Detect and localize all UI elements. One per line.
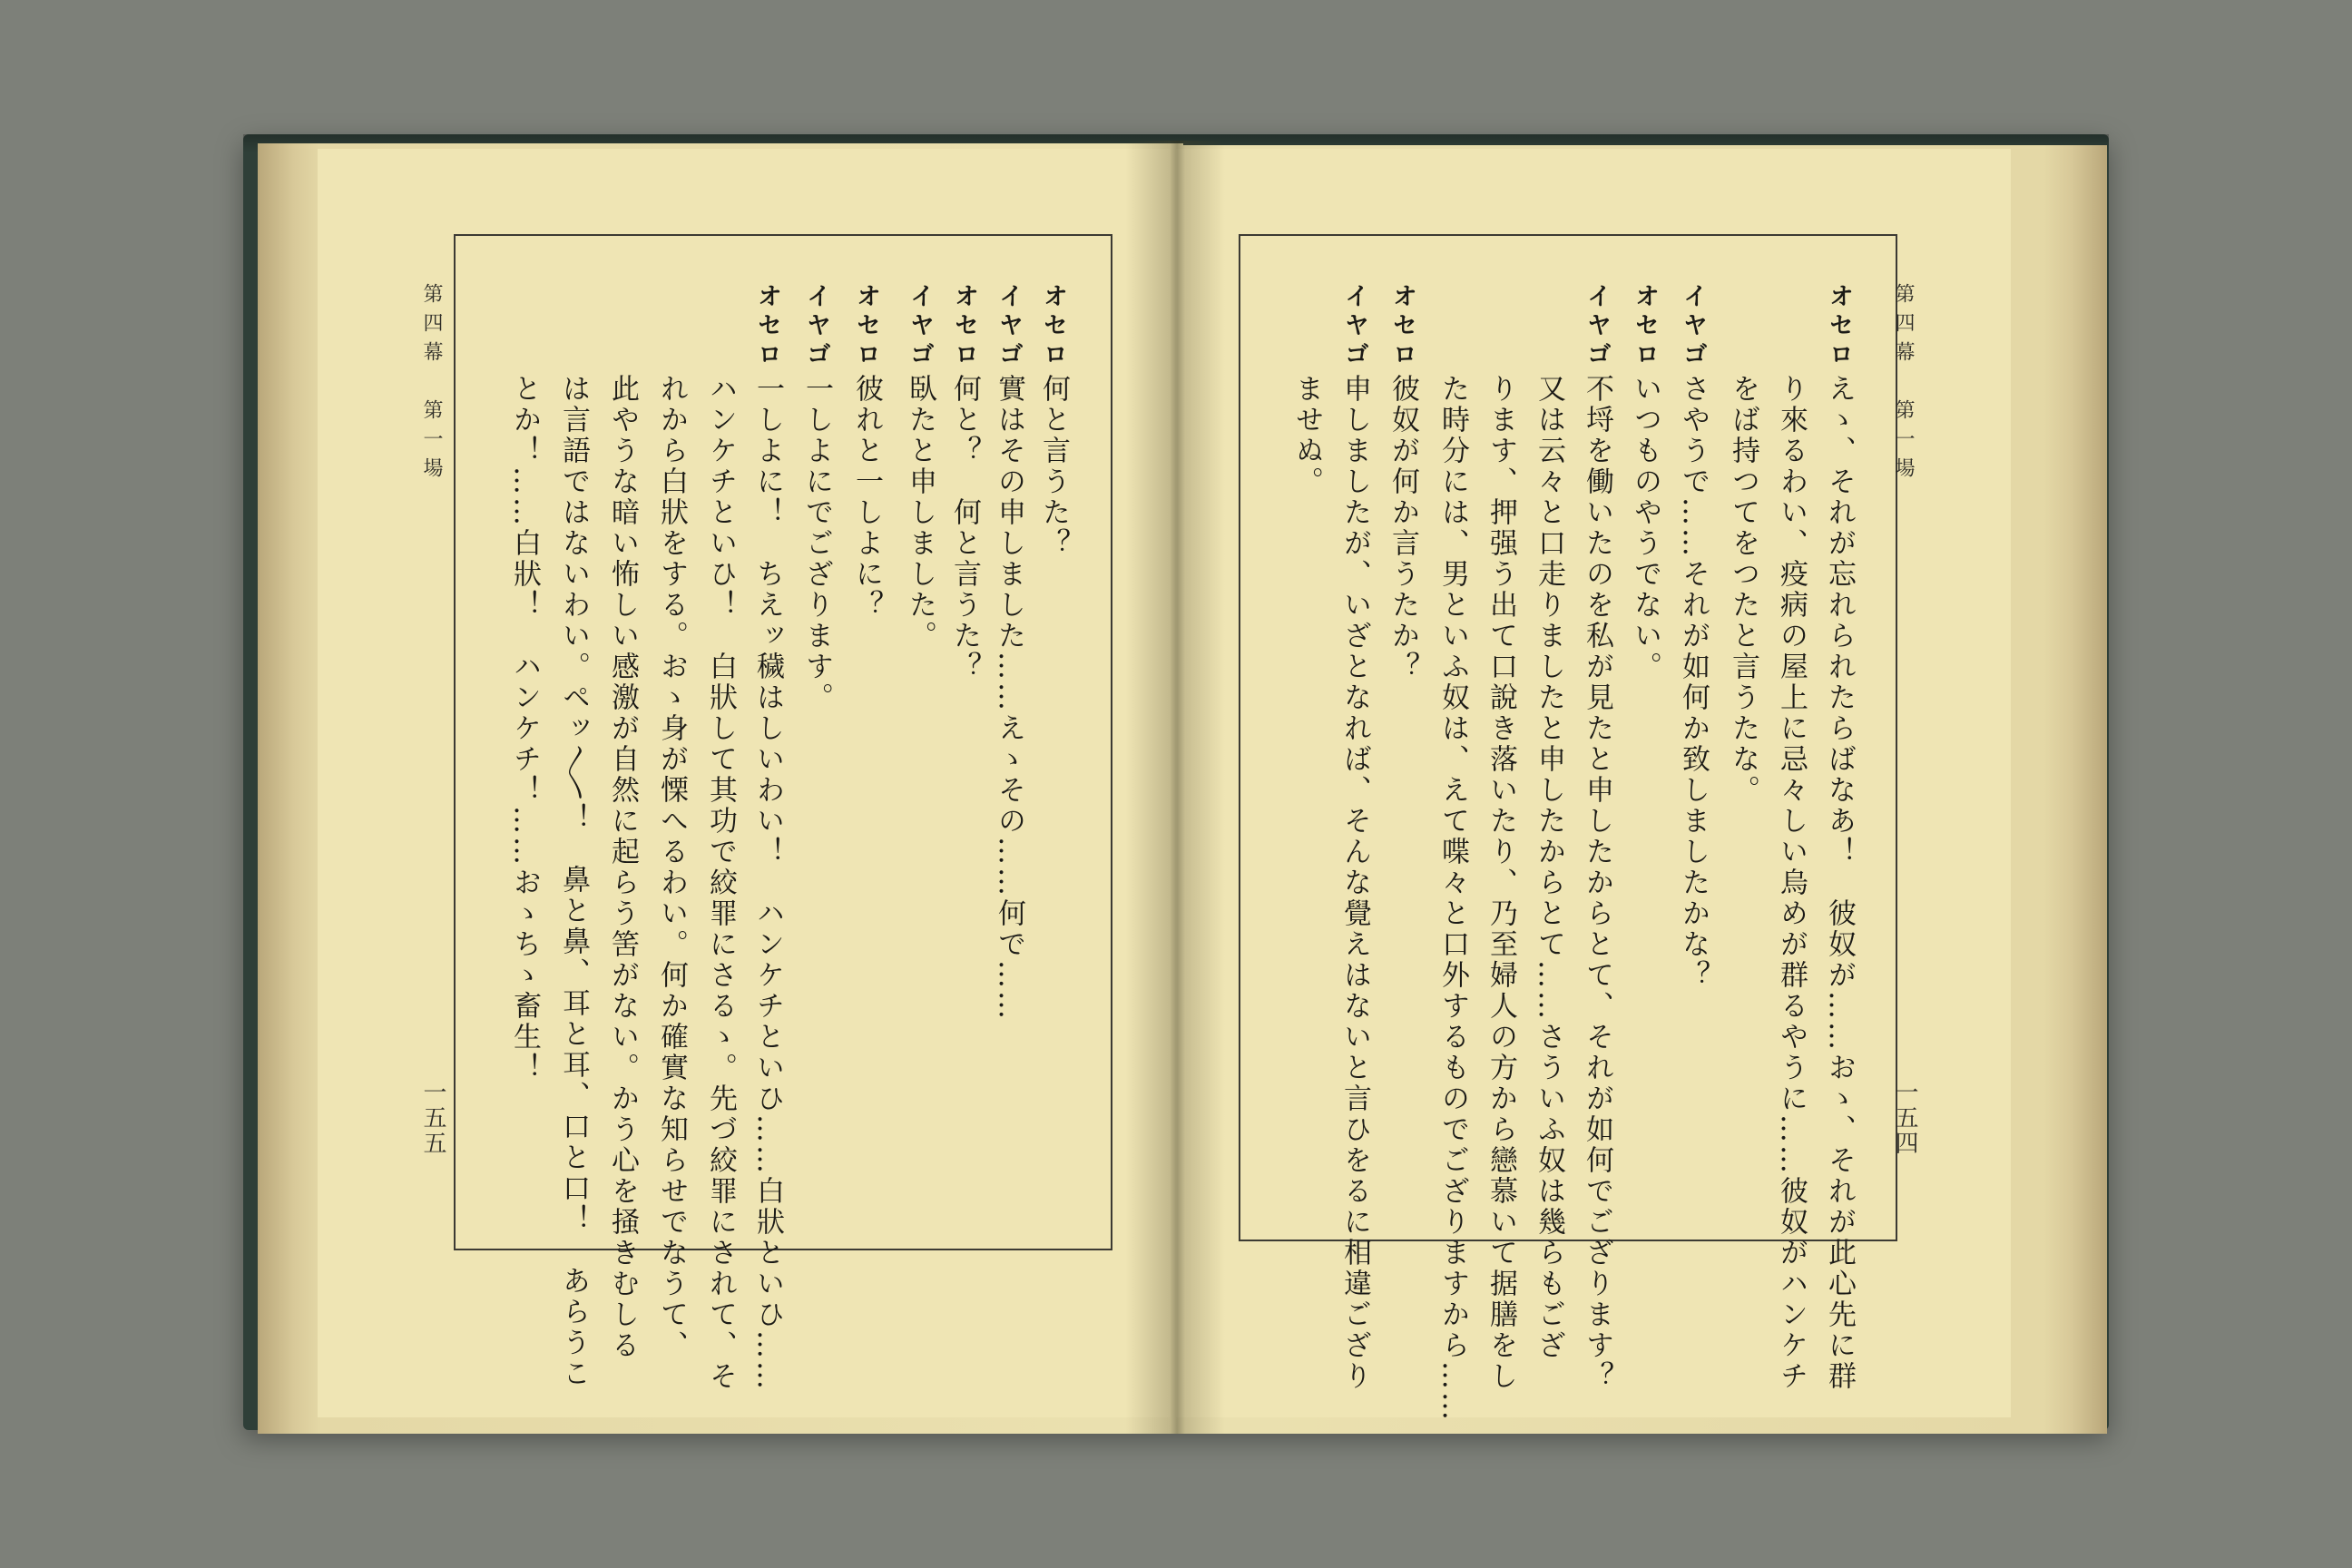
dialogue-line: 彼れと一しよに？	[850, 374, 883, 621]
dialogue-line: れから白狀をする。おゝ身が慄へるわい。何か確實な知らせでなうて、	[655, 374, 688, 1361]
dialogue-line: ませぬ。	[1290, 374, 1323, 497]
dialogue-line: とか！……白狀！ ハンケチ！……おゝちゝ畜生！	[508, 374, 541, 1083]
dialogue-line: は言語ではないわい。ペッ〳〵！ 鼻と鼻、耳と耳、口と口！ あらうこ	[557, 374, 590, 1389]
book-gutter	[1125, 141, 1225, 1434]
dialogue-line: ハンケチといひ！ 白狀して其功で絞罪にさるゝ。先づ絞罪にされて、そ	[704, 374, 737, 1392]
dialogue-line: た時分には、男といふ奴は、えて喋々と口外するものでござりますから……	[1436, 374, 1469, 1423]
dialogue-line: さやうで……それが如何か致しましたかな？	[1677, 374, 1710, 991]
left-page-number: 一五五	[419, 1080, 446, 1156]
dialogue-line: をば持つてをつたと言うたな。	[1727, 374, 1759, 806]
speaker-label: オセロ	[1825, 283, 1853, 370]
right-page-number: 一五四	[1891, 1080, 1918, 1156]
speaker-label: オセロ	[1039, 283, 1067, 370]
speaker-label: イヤゴ	[995, 283, 1023, 370]
dialogue-line: 又は云々と口走りましたと申したからとて……さういふ奴は幾らもござ	[1533, 374, 1565, 1361]
dialogue-line: 一しよに！ ちえッ穢はしいわい！ ハンケチといひ……白狀といひ……	[751, 374, 784, 1392]
dialogue-line: 彼奴が何か言うたか？	[1387, 374, 1419, 682]
dialogue-line: 何と言うた？	[1037, 374, 1070, 559]
dialogue-line: 實はその申しました……えゝその……何で……	[993, 374, 1025, 1022]
dialogue-line: 此やうな暗い怖しい感激が自然に起らう筈がない。かう心を掻きむしる	[606, 374, 639, 1361]
speaker-label: イヤゴ	[906, 283, 934, 370]
dialogue-line: いつものやうでない。	[1629, 374, 1661, 682]
speaker-label: イヤゴ	[1583, 283, 1611, 370]
dialogue-line: ります、押强う出て口說き落いたり、乃至婦人の方から戀慕いて据膳をし	[1485, 374, 1517, 1392]
speaker-label: オセロ	[950, 283, 978, 370]
speaker-label: イヤゴ	[1340, 283, 1368, 370]
left-running-header: 第四幕 第一場	[420, 283, 443, 486]
dialogue-line: えゝ、それが忘れられたらばなあ！ 彼奴が……おゝ、それが此心先に群	[1823, 374, 1856, 1392]
speaker-label: オセロ	[753, 283, 781, 370]
speaker-label: オセロ	[1388, 283, 1416, 370]
dialogue-line: 申しましたが、いざとなれば、そんな覺えはないと言ひをるに相違ござり	[1338, 374, 1371, 1392]
dialogue-line: り來るわい、疫病の屋上に忌々しい烏めが群るやうに……彼奴がハンケチ	[1775, 374, 1808, 1392]
right-running-header: 第四幕 第一場	[1892, 283, 1915, 486]
dialogue-line: 何と？ 何と言うた？	[948, 374, 981, 682]
speaker-label: イヤゴ	[802, 283, 830, 370]
dialogue-line: 不埒を働いたのを私が見たと申したからとて、それが如何でござります？	[1581, 374, 1613, 1392]
dialogue-line: 臥たと申しました。	[904, 374, 936, 652]
speaker-label: オセロ	[1631, 283, 1659, 370]
dialogue-line: 一しよにでござります。	[800, 374, 833, 713]
speaker-label: イヤゴ	[1679, 283, 1707, 370]
speaker-label: オセロ	[852, 283, 880, 370]
